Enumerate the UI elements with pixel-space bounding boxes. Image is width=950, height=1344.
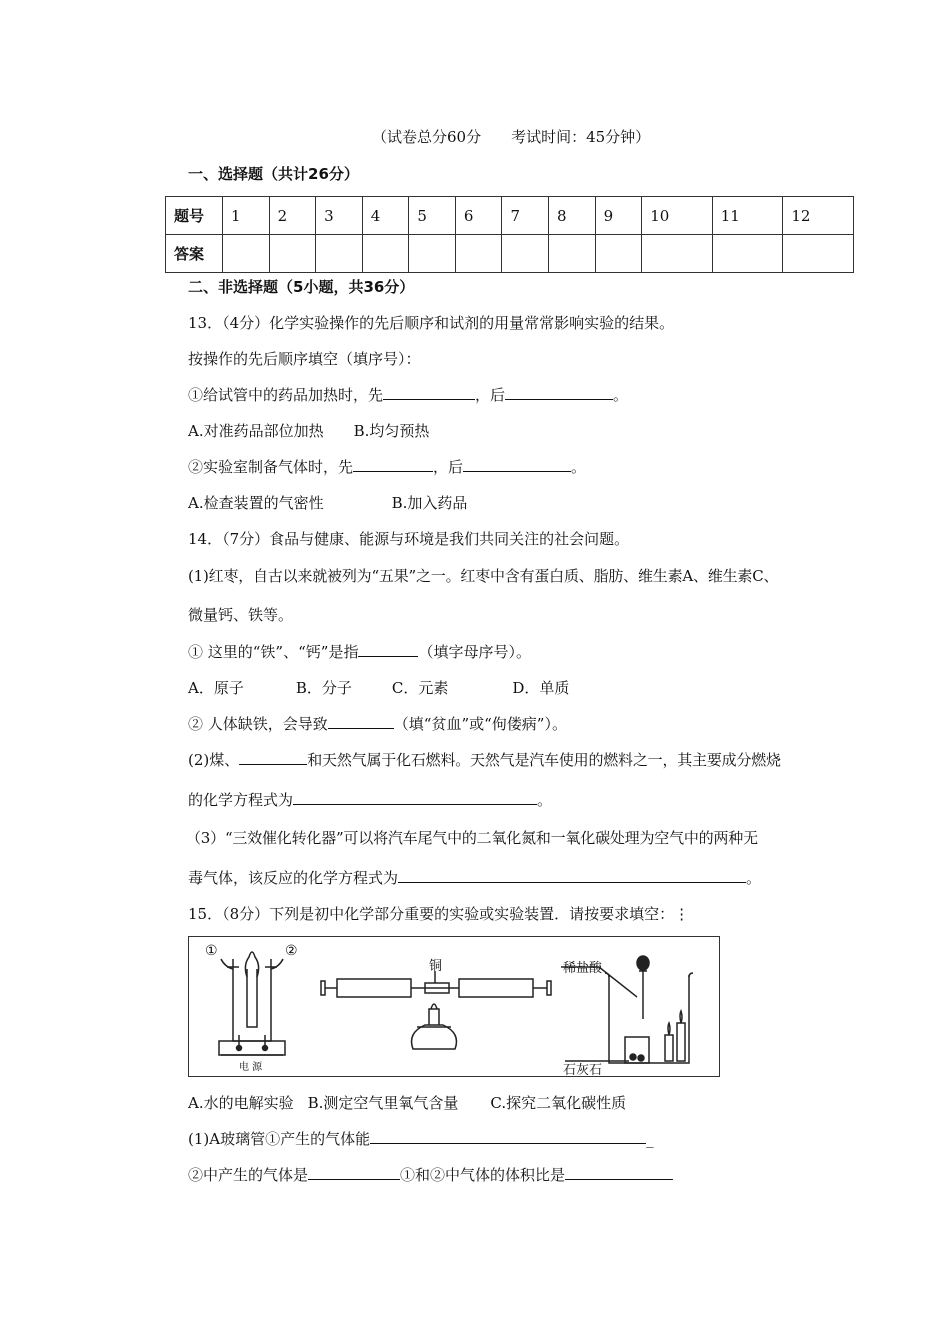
answer-table (165, 196, 854, 273)
option-a: A．原子 (188, 679, 244, 697)
table-cell: 10 (642, 197, 713, 235)
q14-s2-line2 (188, 790, 552, 810)
q14-stem: 14．（7分）食品与健康、能源与环境是我们共同关注的社会问题。 (188, 530, 630, 548)
table-cell: 5 (409, 197, 456, 235)
table-cell: 6 (455, 197, 502, 235)
q15-captions (188, 1093, 626, 1113)
section1-title: 一、选择题（共计26分） (188, 165, 359, 183)
table-cell: 11 (712, 197, 783, 235)
q14-s3-text-c: 。 (746, 869, 762, 887)
option-a: A.对准药品部位加热 (188, 422, 324, 440)
answer-cell[interactable] (595, 235, 642, 273)
label-limestone: 石灰石 (563, 1063, 603, 1078)
q13-options2 (188, 493, 467, 513)
table-header-answer: 答案 (166, 235, 223, 273)
experiment-figure (188, 936, 720, 1077)
option-c: C．元素 (391, 679, 449, 697)
q13-instruction: 按操作的先后顺序填空（填序号）： (188, 350, 421, 368)
table-row (166, 197, 854, 235)
label-tube-2: ② (285, 943, 298, 959)
q14-s1-q2-text-a: ② 人体缺铁，会导致 (188, 715, 328, 733)
answer-blank[interactable] (383, 385, 475, 400)
table-cell: 7 (502, 197, 549, 235)
answer-cell[interactable] (409, 235, 456, 273)
answer-cell[interactable] (316, 235, 363, 273)
table-cell: 8 (549, 197, 596, 235)
table-cell: 1 (223, 197, 270, 235)
q13-part2 (188, 457, 586, 477)
answer-cell[interactable] (223, 235, 270, 273)
q13-part2-text-c: 。 (571, 458, 587, 476)
q13-part1-text-a: ①给试管中的药品加热时，先 (188, 386, 384, 404)
q14-s1-q2 (188, 714, 567, 734)
table-header-number: 题号 (166, 197, 223, 235)
q14-s3-line1: （3）“三效催化转化器”可以将汽车尾气中的二氧化氮和一氧化碳处理为空气中的两种无 (186, 829, 758, 847)
option-b: B.加入药品 (391, 494, 468, 512)
answer-blank[interactable] (308, 1165, 400, 1180)
label-copper: 铜 (429, 959, 443, 974)
answer-blank[interactable] (293, 790, 537, 805)
exam-info: （试卷总分60分 考试时间：45分钟） (372, 128, 651, 146)
answer-blank[interactable] (505, 385, 613, 400)
q14-s2-text-d: 。 (537, 791, 553, 809)
q14-s2-line1 (188, 750, 781, 770)
caption-b: B.测定空气里氧气含量 (307, 1094, 459, 1112)
answer-blank[interactable] (370, 1129, 646, 1144)
q13-stem: 13．（4分）化学实验操作的先后顺序和试剂的用量常常影响实验的结果。 (188, 314, 675, 332)
table-cell: 3 (316, 197, 363, 235)
q15-q2-text-a: ②中产生的气体是 (188, 1166, 309, 1184)
section2-title: 二、非选择题（5小题，共36分） (188, 278, 415, 296)
table-cell: 12 (783, 197, 854, 235)
label-power: 电 源 (239, 1062, 263, 1073)
answer-blank[interactable] (328, 714, 394, 729)
answer-cell[interactable] (455, 235, 502, 273)
answer-blank[interactable] (398, 868, 746, 883)
q13-part1-text-c: 。 (613, 386, 629, 404)
q13-options1 (188, 421, 429, 441)
answer-blank[interactable] (353, 457, 433, 472)
q14-s2-text-b: 和天然气属于化石燃料。天然气是汽车使用的燃料之一，其主要成分燃烧 (307, 751, 781, 769)
experiment-apparatus-image (189, 937, 719, 1076)
q14-s2-text-a: (2)煤、 (188, 751, 240, 769)
table-cell: 4 (362, 197, 409, 235)
option-a: A.检查装置的气密性 (188, 494, 324, 512)
q15-q1-underscore: _ (646, 1130, 654, 1148)
answer-cell[interactable] (712, 235, 783, 273)
caption-c: C.探究二氧化碳性质 (490, 1094, 627, 1112)
q15-q2-text-b: ①和②中气体的体积比是 (400, 1166, 566, 1184)
q14-s2-text-c: 的化学方程式为 (188, 791, 294, 809)
table-cell: 9 (595, 197, 642, 235)
q14-s1-q1 (188, 642, 531, 662)
answer-cell[interactable] (783, 235, 854, 273)
q15-q1 (188, 1129, 654, 1149)
q15-q1-text: (1)A玻璃管①产生的气体能 (188, 1130, 371, 1148)
table-row (166, 235, 854, 273)
q13-part1 (188, 385, 628, 405)
q13-part1-text-b: ，后 (475, 386, 506, 404)
table-cell: 2 (269, 197, 316, 235)
q14-s3-line2 (188, 868, 761, 888)
q13-part2-text-b: ，后 (433, 458, 464, 476)
label-tube-1: ① (205, 943, 218, 959)
option-b: B．分子 (295, 679, 352, 697)
q14-s1-q1-text-a: ① 这里的“铁”、“钙”是指 (188, 643, 359, 661)
q13-part2-text-a: ②实验室制备气体时，先 (188, 458, 354, 476)
q14-s1-q2-text-b: （填“贫血”或“佝偻病”）。 (393, 715, 567, 733)
q14-s1-line2: 微量钙、铁等。 (188, 606, 294, 624)
caption-a: A.水的电解实验 (188, 1094, 294, 1112)
answer-blank[interactable] (463, 457, 571, 472)
answer-blank[interactable] (239, 750, 307, 765)
option-d: D．单质 (512, 679, 570, 697)
answer-blank[interactable] (565, 1165, 673, 1180)
q15-stem: 15．（8分）下列是初中化学部分重要的实验或实验装置．请按要求填空：⋮ (188, 905, 690, 923)
option-b: B.均匀预热 (353, 422, 430, 440)
answer-cell[interactable] (362, 235, 409, 273)
q14-s1-options (188, 678, 569, 698)
answer-cell[interactable] (642, 235, 713, 273)
answer-cell[interactable] (502, 235, 549, 273)
q14-s3-text-b: 毒气体，该反应的化学方程式为 (188, 869, 399, 887)
q14-s1-q1-text-b: （填字母序号）。 (418, 643, 531, 661)
answer-cell[interactable] (269, 235, 316, 273)
answer-cell[interactable] (549, 235, 596, 273)
answer-blank[interactable] (358, 642, 418, 657)
label-dilute-hcl: 稀盐酸 (563, 961, 603, 976)
q15-q2 (188, 1165, 673, 1185)
q14-s1-line1: (1)红枣，自古以来就被列为“五果”之一。红枣中含有蛋白质、脂肪、维生素A、维生素C、 (188, 567, 779, 585)
